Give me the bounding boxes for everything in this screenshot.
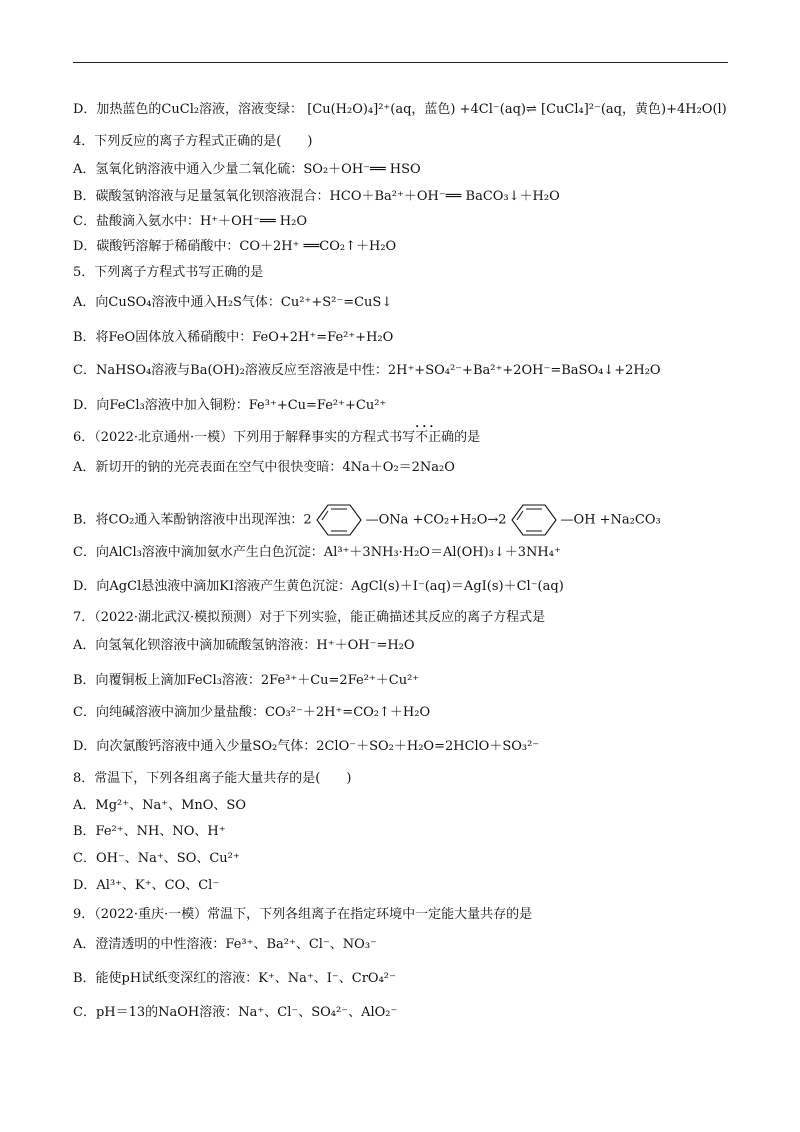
q3-option-d: D．加热蓝色的CuCl₂溶液，溶液变绿： [Cu(H₂O)₄]²⁺(aq，蓝色) +4Cl⁻(aq)⇌ [CuCl₄]²⁻(aq，黄色)+4H₂O(l)	[73, 102, 727, 117]
q6-option-b	[73, 503, 661, 537]
q5-stem: 5．下列离子方程式书写正确的是	[73, 265, 264, 280]
q8-option-b: B．Fe²⁺、NH、NO、H⁺	[73, 824, 226, 839]
q8-stem: 8．常温下，下列各组离子能大量共存的是( )	[73, 771, 352, 786]
benzene-ring-icon	[316, 503, 362, 537]
q9-option-b: B．能使pH试纸变深红的溶液：K⁺、Na⁺、I⁻、CrO₄²⁻	[73, 971, 396, 986]
q6-option-c: C．向AlCl₃溶液中滴加氨水产生白色沉淀：Al³⁺＋3NH₃·H₂O＝Al(OH)₃↓＋3NH₄⁺	[73, 545, 561, 560]
header-rule	[73, 62, 728, 63]
q6-option-d: D．向AgCl悬浊液中滴加KI溶液产生黄色沉淀：AgCl(s)＋I⁻(aq)＝AgI(s)＋Cl⁻(aq)	[73, 579, 564, 594]
q6-stem	[73, 429, 480, 447]
q8-option-d: D．Al³⁺、K⁺、CO、Cl⁻	[73, 878, 220, 893]
q5-option-a: A．向CuSO₄溶液中通入H₂S气体：Cu²⁺+S²⁻=CuS↓	[73, 295, 393, 310]
q5-option-c: C．NaHSO₄溶液与Ba(OH)₂溶液反应至溶液是中性：2H⁺+SO₄²⁻+Ba²⁺+2OH⁻=BaSO₄↓+2H₂O	[73, 363, 661, 378]
q7-stem: 7．（2022·湖北武汉·模拟预测）对于下列实验，能正确描述其反应的离子方程式是	[73, 610, 546, 625]
q4-option-b: B．碳酸氢钠溶液与足量氢氧化钡溶液混合：HCO＋Ba²⁺＋OH⁻══ BaCO₃↓＋H₂O	[73, 189, 560, 204]
q6-option-b-mid2: —OH +Na₂CO₃	[560, 512, 661, 528]
q4-option-d: D．碳酸钙溶解于稀硝酸中：CO＋2H⁺ ══CO₂↑＋H₂O	[73, 239, 397, 254]
q4-option-c: C．盐酸滴入氨水中：H⁺＋OH⁻══ H₂O	[73, 214, 307, 229]
q4-option-a: A．氢氧化钠溶液中通入少量二氧化硫：SO₂＋OH⁻══ HSO	[73, 162, 421, 177]
q5-option-b: B．将FeO固体放入稀硝酸中：FeO+2H⁺=Fe²⁺+H₂O	[73, 330, 394, 345]
benzene-ring-icon	[511, 503, 557, 537]
q6-option-a: A．新切开的钠的光亮表面在空气中很快变暗：4Na＋O₂＝2Na₂O	[73, 460, 455, 475]
q7-option-b: B．向覆铜板上滴加FeCl₃溶液：2Fe³⁺＋Cu=2Fe²⁺＋Cu²⁺	[73, 673, 420, 688]
q7-option-c: C．向纯碱溶液中滴加少量盐酸：CO₃²⁻＋2H⁺=CO₂↑＋H₂O	[73, 705, 431, 720]
q7-option-d: D．向次氯酸钙溶液中通入少量SO₂气体：2ClO⁻＋SO₂＋H₂O=2HClO＋SO₃²⁻	[73, 739, 540, 754]
q8-option-c: C．OH⁻、Na⁺、SO、Cu²⁺	[73, 851, 240, 866]
q9-stem: 9．（2022·重庆·一模）常温下，下列各组离子在指定环境中一定能大量共存的是	[73, 907, 533, 922]
q6-stem-before: 6．（2022·北京通州·一模）下列用于解释事实的方程式书写	[73, 430, 416, 445]
q4-stem: 4．下列反应的离子方程式正确的是( )	[73, 134, 313, 149]
q9-option-a: A．澄清透明的中性溶液：Fe³⁺、Ba²⁺、Cl⁻、NO₃⁻	[73, 937, 377, 952]
q6-option-b-prefix: B．将CO₂通入苯酚钠溶液中出现浑浊：2	[73, 512, 312, 528]
q7-option-a: A．向氢氧化钡溶液中滴加硫酸氢钠溶液：H⁺＋OH⁻=H₂O	[73, 638, 415, 653]
q6-stem-after: 的是	[454, 430, 481, 445]
q9-option-c: C．pH＝13的NaOH溶液：Na⁺、Cl⁻、SO₄²⁻、AlO₂⁻	[73, 1005, 398, 1020]
q8-option-a: A．Mg²⁺、Na⁺、MnO、SO	[73, 798, 246, 813]
q6-option-b-mid1: —ONa +CO₂+H₂O→2	[365, 512, 507, 528]
q6-emphasis-text: ••• 不正确	[415, 429, 454, 447]
q5-option-d: D．向FeCl₃溶液中加入铜粉：Fe³⁺+Cu=Fe²⁺+Cu²⁺	[73, 398, 387, 413]
